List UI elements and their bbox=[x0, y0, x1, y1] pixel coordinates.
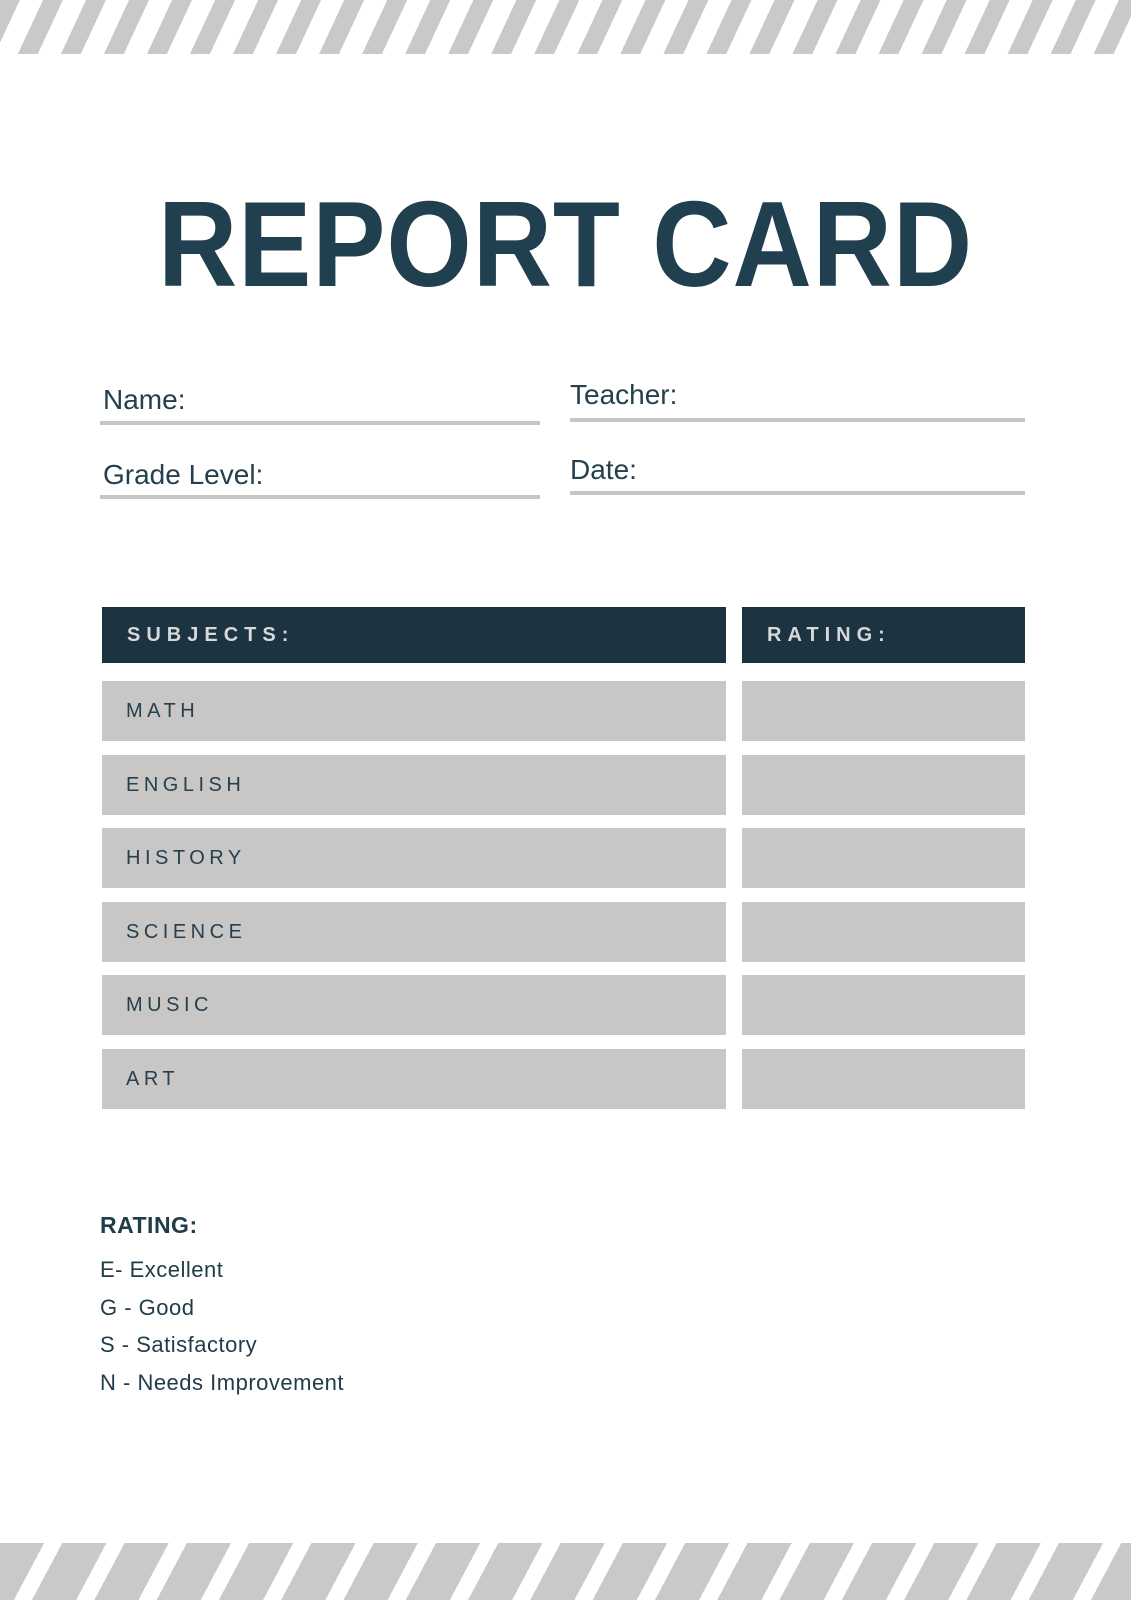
rating-legend-item-satisfactory: S - Satisfactory bbox=[100, 1332, 258, 1357]
date-field-label: Date: bbox=[570, 454, 637, 485]
subject-row-english: ENGLISH bbox=[102, 755, 726, 815]
date-field-line[interactable] bbox=[570, 491, 1025, 495]
teacher-field-label: Teacher: bbox=[570, 379, 678, 410]
teacher-field-line[interactable] bbox=[570, 418, 1025, 422]
rating-cell-history[interactable] bbox=[742, 828, 1025, 888]
rating-cell-music[interactable] bbox=[742, 975, 1025, 1035]
bottom-stripe-border bbox=[0, 1543, 1131, 1600]
subject-row-math: MATH bbox=[102, 681, 726, 741]
grade-level-field-label: Grade Level: bbox=[103, 459, 264, 490]
subject-row-science: SCIENCE bbox=[102, 902, 726, 962]
rating-cell-art[interactable] bbox=[742, 1049, 1025, 1109]
rating-cell-science[interactable] bbox=[742, 902, 1025, 962]
name-field-label: Name: bbox=[103, 384, 186, 415]
rating-column-header: RATING: bbox=[742, 607, 1025, 663]
grade-level-field-line[interactable] bbox=[100, 495, 540, 499]
page-title: REPORT CARD bbox=[157, 176, 974, 312]
name-field-line[interactable] bbox=[100, 421, 540, 425]
subject-row-music: MUSIC bbox=[102, 975, 726, 1035]
rating-legend-item-excellent: E- Excellent bbox=[100, 1257, 224, 1282]
rating-legend-title: RATING: bbox=[100, 1212, 198, 1238]
subject-row-art: ART bbox=[102, 1049, 726, 1109]
subjects-column-header: SUBJECTS: bbox=[102, 607, 726, 663]
subject-row-history: HISTORY bbox=[102, 828, 726, 888]
rating-legend-item-good: G - Good bbox=[100, 1295, 195, 1320]
rating-cell-math[interactable] bbox=[742, 681, 1025, 741]
rating-cell-english[interactable] bbox=[742, 755, 1025, 815]
rating-legend-item-needs-improvement: N - Needs Improvement bbox=[100, 1370, 345, 1395]
top-stripe-border bbox=[0, 0, 1131, 54]
